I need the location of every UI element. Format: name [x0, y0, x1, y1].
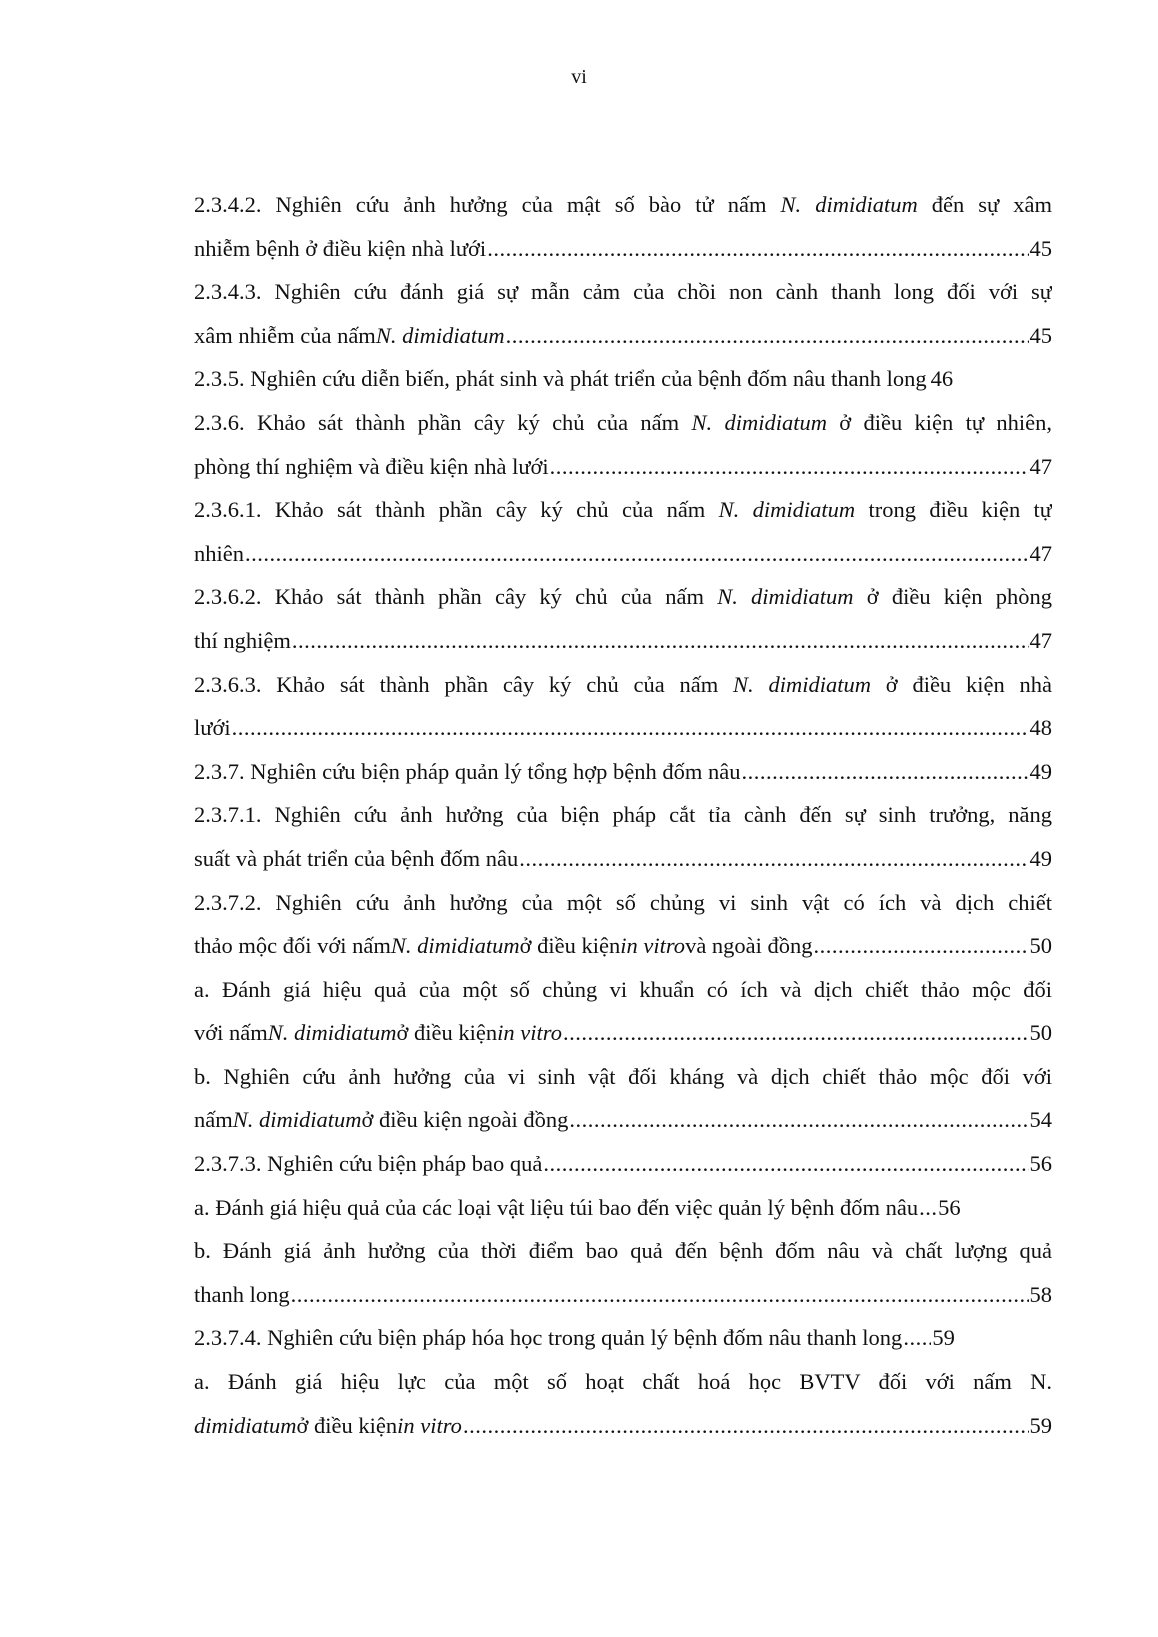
toc-page-number: 46 — [930, 366, 954, 392]
toc-page-number: 47 — [1029, 627, 1052, 653]
toc-page-number: 45 — [1029, 235, 1052, 261]
leader-dots — [543, 1142, 1028, 1186]
leader-dots — [742, 750, 1029, 794]
toc-page-number: 54 — [1029, 1107, 1052, 1133]
toc-entry-2-3-6-1-line2[interactable]: nhiên ..... 47 — [194, 532, 1052, 576]
toc-page-number: 45 — [1029, 322, 1052, 348]
toc-entry-2-3-6-2-line1[interactable]: 2.3.6.2. Khảo sát thành phần cây ký chủ của nấm N. dimidiatum ở điều kiện phòng — [194, 584, 1052, 610]
toc-entry-2-3-7-2-line1[interactable]: 2.3.7.2. Nghiên cứu ảnh hưởng của một số chủng vi sinh vật có ích và dịch chiết — [194, 889, 1052, 915]
toc-page-number: 49 — [1029, 845, 1052, 871]
toc-entry-2-3-5[interactable]: 2.3.5. Nghiên cứu diễn biến, phát sinh và phát triển của bệnh đốm nâu thanh long 46 — [194, 357, 1052, 401]
toc-entry-2-3-6-line1[interactable]: 2.3.6. Khảo sát thành phần cây ký chủ của nấm N. dimidiatum ở điều kiện tự nhiên, — [194, 409, 1052, 435]
leader-dots — [506, 314, 1029, 358]
toc-page-number: 58 — [1029, 1281, 1052, 1307]
leader-dots — [903, 1316, 931, 1360]
toc-page-number: 47 — [1029, 540, 1052, 566]
toc-entry-2-3-6-3-line1[interactable]: 2.3.6.3. Khảo sát thành phần cây ký chủ của nấm N. dimidiatum ở điều kiện nhà — [194, 671, 1052, 697]
toc-entry-b-field-line1[interactable]: b. Nghiên cứu ảnh hưởng của vi sinh vật đối kháng và dịch chiết thảo mộc đối với — [194, 1063, 1052, 1089]
toc-page-number: 49 — [1029, 758, 1052, 784]
toc-entry-a-in-vitro-line2[interactable]: với nấm N. dimidiatum ở điều kiện in vitro ..... 50 — [194, 1011, 1052, 1055]
leader-dots — [569, 1098, 1028, 1142]
toc-entry-b-field-line2[interactable]: nấm N. dimidiatum ở điều kiện ngoài đồng ..... 54 — [194, 1098, 1052, 1142]
leader-dots — [519, 837, 1028, 881]
page-number: vi — [571, 66, 587, 88]
toc-entry-2-3-4-2-line1[interactable]: 2.3.4.2. Nghiên cứu ảnh hưởng của mật số bào tử nấm N. dimidiatum đến sự xâm — [194, 192, 1052, 217]
toc-entry-2-3-4-2-line2[interactable]: nhiễm bệnh ở điều kiện nhà lưới ..... 45 — [194, 227, 1052, 271]
toc-page-number: 48 — [1029, 715, 1052, 741]
toc-page-number: 56 — [1029, 1151, 1052, 1177]
toc-entry-2-3-6-line2[interactable]: phòng thí nghiệm và điều kiện nhà lưới ..... 47 — [194, 445, 1052, 489]
toc-entry-a-chemical-line1[interactable]: a. Đánh giá hiệu lực của một số hoạt chất hoá học BVTV đối với nấm N. — [194, 1369, 1052, 1395]
leader-dots — [245, 532, 1029, 576]
toc-page-number: 59 — [1029, 1412, 1052, 1438]
leader-dots — [291, 1273, 1029, 1317]
leader-dots — [292, 619, 1029, 663]
leader-dots — [814, 924, 1029, 968]
toc-entry-2-3-7-3[interactable]: 2.3.7.3. Nghiên cứu biện pháp bao quả ..... 56 — [194, 1142, 1052, 1186]
table-of-contents — [194, 183, 1052, 1447]
leader-dots — [563, 1011, 1029, 1055]
toc-page-number: 50 — [1029, 933, 1052, 959]
toc-entry-2-3-4-3-line1[interactable]: 2.3.4.3. Nghiên cứu đánh giá sự mẫn cảm của chồi non cành thanh long đối với sự — [194, 279, 1052, 305]
toc-page-number: 59 — [932, 1325, 955, 1351]
toc-entry-2-3-6-1-line1[interactable]: 2.3.6.1. Khảo sát thành phần cây ký chủ của nấm N. dimidiatum trong điều kiện tự — [194, 497, 1052, 523]
toc-entry-a-in-vitro-line1[interactable]: a. Đánh giá hiệu quả của một số chủng vi khuẩn có ích và dịch chiết thảo mộc đối — [194, 976, 1052, 1002]
leader-dots — [463, 1404, 1029, 1448]
toc-entry-a-bagging-material[interactable]: a. Đánh giá hiệu quả của các loại vật liệu túi bao đến việc quản lý bệnh đốm nâu ..... 56 — [194, 1186, 1052, 1230]
leader-dots — [232, 706, 1029, 750]
toc-page-number: 47 — [1029, 453, 1052, 479]
toc-entry-2-3-4-3-line2[interactable]: xâm nhiễm của nấm N. dimidiatum ..... 45 — [194, 314, 1052, 358]
toc-entry-2-3-6-2-line2[interactable]: thí nghiệm ..... 47 — [194, 619, 1052, 663]
leader-dots — [550, 445, 1029, 489]
leader-dots — [487, 227, 1028, 271]
toc-entry-b-bagging-time-line1[interactable]: b. Đánh giá ảnh hưởng của thời điểm bao quả đến bệnh đốm nâu và chất lượng quả — [194, 1238, 1052, 1264]
toc-entry-2-3-7-1-line2[interactable]: suất và phát triển của bệnh đốm nâu ..... 49 — [194, 837, 1052, 881]
toc-entry-a-chemical-line2[interactable]: dimidiatum ở điều kiện in vitro ..... 59 — [194, 1404, 1052, 1448]
toc-entry-2-3-7-2-line2[interactable]: thảo mộc đối với nấm N. dimidiatum ở điều kiện in vitro và ngoài đồng ..... 50 — [194, 924, 1052, 968]
toc-entry-2-3-7-4[interactable]: 2.3.7.4. Nghiên cứu biện pháp hóa học trong quản lý bệnh đốm nâu thanh long ..... 59 — [194, 1316, 1052, 1360]
toc-entry-2-3-6-3-line2[interactable]: lưới ..... 48 — [194, 706, 1052, 750]
leader-dots — [919, 1186, 937, 1230]
toc-entry-2-3-7[interactable]: 2.3.7. Nghiên cứu biện pháp quản lý tổng hợp bệnh đốm nâu ..... 49 — [194, 750, 1052, 794]
toc-page-number: 56 — [938, 1194, 961, 1220]
toc-entry-b-bagging-time-line2[interactable]: thanh long ..... 58 — [194, 1273, 1052, 1317]
toc-page-number: 50 — [1029, 1020, 1052, 1046]
toc-entry-2-3-7-1-line1[interactable]: 2.3.7.1. Nghiên cứu ảnh hưởng của biện pháp cắt tỉa cành đến sự sinh trưởng, năng — [194, 802, 1052, 828]
